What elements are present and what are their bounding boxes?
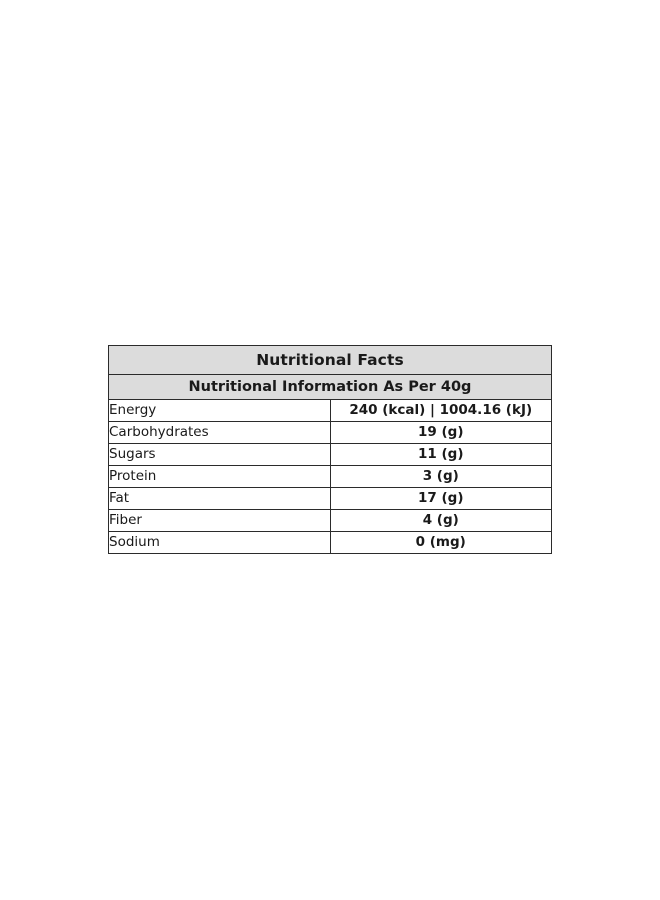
- table-row: [109, 400, 552, 422]
- panel-subtitle: Nutritional Information As Per 40g: [109, 375, 552, 400]
- table-subtitle-row: [109, 375, 552, 400]
- nutrient-value: 0 (mg): [330, 532, 552, 554]
- nutrient-label: Sugars: [109, 444, 331, 466]
- table-body: [109, 346, 552, 554]
- nutrient-label: Fat: [109, 488, 331, 510]
- table-row: [109, 488, 552, 510]
- nutrient-value: 17 (g): [330, 488, 552, 510]
- nutritional-facts-panel: [108, 345, 552, 554]
- nutrient-value: 11 (g): [330, 444, 552, 466]
- nutrient-label: Sodium: [109, 532, 331, 554]
- table-row: [109, 444, 552, 466]
- table-title-row: [109, 346, 552, 375]
- nutritional-facts-table: [108, 345, 552, 554]
- nutrient-value: 4 (g): [330, 510, 552, 532]
- nutrient-label: Fiber: [109, 510, 331, 532]
- nutrient-label: Protein: [109, 466, 331, 488]
- nutrient-value: 19 (g): [330, 422, 552, 444]
- table-row: [109, 510, 552, 532]
- nutrient-label: Carbohydrates: [109, 422, 331, 444]
- nutrient-label: Energy: [109, 400, 331, 422]
- table-row: [109, 422, 552, 444]
- panel-title: Nutritional Facts: [109, 346, 552, 375]
- table-row: [109, 532, 552, 554]
- nutrient-value: 3 (g): [330, 466, 552, 488]
- nutrient-value: 240 (kcal) | 1004.16 (kJ): [330, 400, 552, 422]
- table-row: [109, 466, 552, 488]
